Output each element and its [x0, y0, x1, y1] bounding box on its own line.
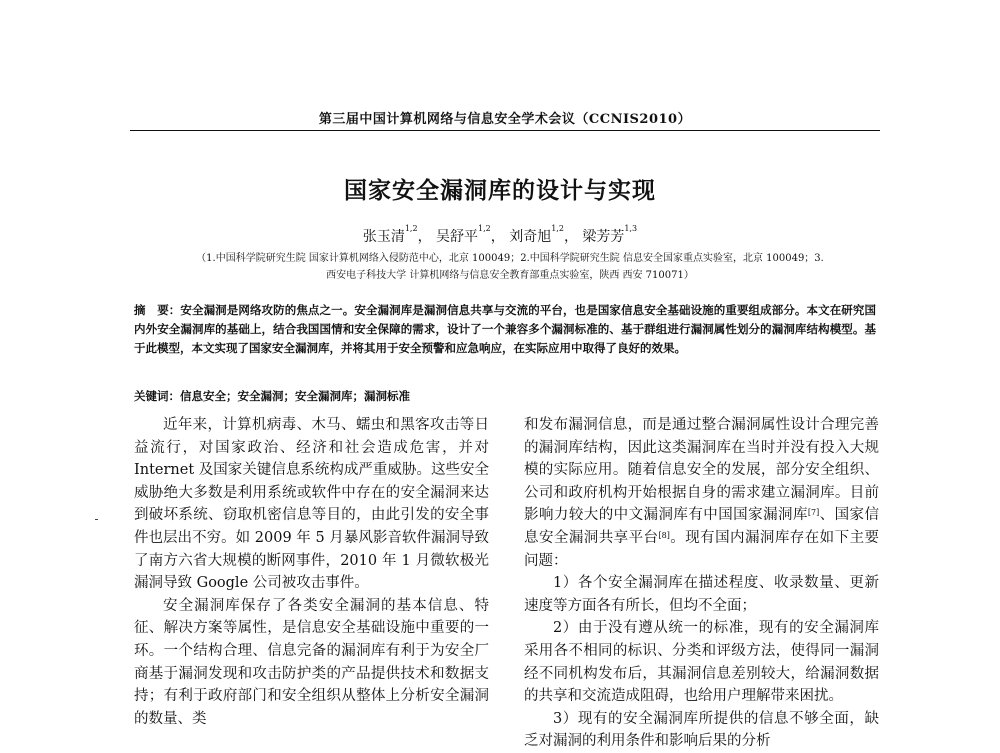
- author-name: 张玉清: [362, 229, 405, 245]
- author-name: 刘奇旭: [509, 229, 552, 245]
- author-separator: ，: [490, 229, 505, 245]
- author-name: 吴舒平: [436, 229, 479, 245]
- abstract-label: 摘 要：: [134, 303, 181, 317]
- abstract-text: 安全漏洞是网络攻防的焦点之一。安全漏洞库是漏洞信息共享与交流的平台，也是国家信息安全基础设施的重要组成部分。本文在研究国内外安全漏洞库的基础上，结合我国国情和安全保障的需求，设计了一个兼容多个漏洞标准的、基于群组进行漏洞属性划分的漏洞库结构模型。基于此模型，本文实现了国家安全漏洞库，并将其用于安全预警和应急响应，在实际应用中取得了良好的效果。: [134, 303, 877, 355]
- author-affiliation-mark: 1,3: [624, 224, 638, 233]
- author-affiliation-mark: 1,2: [404, 224, 418, 233]
- conference-header: 第三届中国计算机网络与信息安全学术会议（CCNIS2010）: [318, 112, 692, 127]
- author-separator: ，: [563, 229, 578, 245]
- list-item: 3）现有的安全漏洞库所提供的信息不够全面，缺乏对漏洞的利用条件和影响后果的分析: [524, 710, 879, 750]
- list-item: 1）各个安全漏洞库在描述程度、收录数量、更新速度等方面各有所长，但均不全面；: [524, 575, 879, 614]
- list-item: 2）由于没有遵从统一的标准，现有的安全漏洞库采用各不相同的标识、分类和评级方法，使得同一漏洞经不同机构发布后，其漏洞信息差别较大，给漏洞数据的共享和交流造成阻碍，也给用户理解带来困扰。: [524, 620, 879, 705]
- author-name: 梁芳芳: [582, 229, 625, 245]
- affiliations: [130, 250, 890, 284]
- body-text: 和发布漏洞信息，而是通过整合漏洞属性设计合理完善的漏洞库结构，因此这类漏洞库在当时并没有投入大规模的实际应用。随着信息安全的发展，部分安全组织、公司和政府机构开始根据自身的需求建立漏洞库。目前影响力较大的中文漏洞库有中国国家漏洞库: [524, 417, 879, 524]
- author-affiliation-mark: 1,2: [478, 224, 491, 233]
- abstract: [134, 301, 876, 358]
- body-paragraph: 近年来，计算机病毒、木马、蠕虫和黑客攻击等日益流行，对国家政治、经济和社会造成危害，并对 Internet 及国家关键信息系统构成严重威胁。这些安全威胁绝大多数是利用系统或软件中存在的安全漏洞来达到破坏系统、窃取机密信息等目的，由此引发的安全事件也层出不穷。如 2009 年 5 月暴风影音软件漏洞导致了南方六省大规模的断网事件，2010 年 1 月微软极光漏洞导致 Google 公司被攻击事件。: [134, 417, 489, 592]
- margin-mark: [95, 519, 98, 520]
- header-rule: [130, 130, 880, 131]
- affiliation-line: 西安电子科技大学 计算机网络与信息安全教育部重点实验室，陕西 西安 710071）: [326, 270, 694, 281]
- right-column: [524, 414, 879, 753]
- affiliation-line: （1.中国科学院研究生院 国家计算机网络入侵防范中心，北京 100049；2.中国科学院研究生院 信息安全国家重点实验室，北京 100049；3.: [196, 253, 824, 264]
- body-text: 。现有国内漏洞库存在如下主要问题：: [524, 529, 880, 569]
- body-text: 、国家信息安全漏洞共享平台: [524, 507, 880, 546]
- body-paragraph: [524, 414, 879, 572]
- left-column: [134, 414, 489, 730]
- citation-ref: [8]: [658, 530, 670, 540]
- author-separator: ，: [417, 229, 432, 245]
- keywords: [134, 388, 876, 404]
- author-affiliation-mark: 1,2: [551, 224, 564, 233]
- paper-title: 国家安全漏洞库的设计与实现: [344, 178, 656, 204]
- author-list: [0, 226, 1000, 246]
- citation-ref: [7]: [807, 508, 820, 518]
- keywords-label: 关键词：: [134, 389, 180, 403]
- keywords-text: 信息安全；安全漏洞；安全漏洞库；漏洞标准: [180, 389, 410, 403]
- body-paragraph: 安全漏洞库保存了各类安全漏洞的基本信息、特征、解决方案等属性，是信息安全基础设施中重要的一环。一个结构合理、信息完备的漏洞库有利于为安全厂商基于漏洞发现和攻击防护类的产品提供技术和数据支持；有利于政府部门和安全组织从整体上分析安全漏洞的数量、类: [134, 597, 489, 727]
